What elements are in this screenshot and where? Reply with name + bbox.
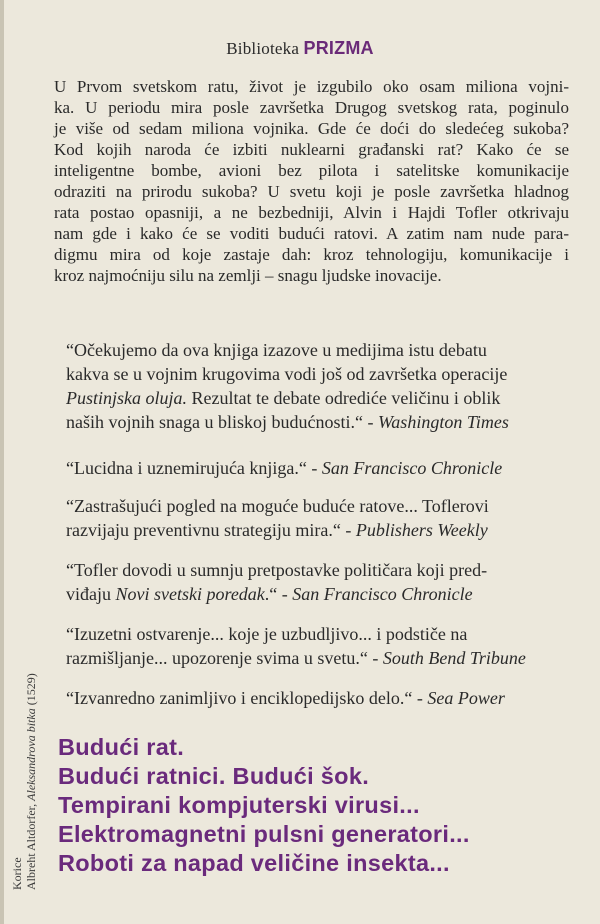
- quote-source: South Bend Tribune: [382, 648, 526, 668]
- description-line: nam gde i kako će se voditi budući ratovi. A zatim nam nude para-: [54, 224, 569, 243]
- quote-italic: Pustinjska oluja.: [66, 388, 187, 408]
- review-quote-sea-power: [66, 686, 578, 710]
- quote-italic: Novi svetski poredak: [115, 584, 265, 604]
- review-quote-sf-chronicle-2: [66, 558, 578, 606]
- description-line: rata postao opasniji, a ne bezbedniji, Alvin i Hajdi Tofler otkrivaju: [54, 203, 569, 222]
- quote-text: viđaju: [66, 584, 116, 604]
- description-line: inteligentne bombe, avioni bez pilota i satelitske komunikacije: [54, 161, 569, 180]
- review-quote-south-bend-tribune: [66, 622, 578, 670]
- quote-text: [66, 518, 578, 542]
- quote-text: “Izuzetni ostvarenje... koje je uzbudljivo... i podstiče na: [66, 624, 468, 644]
- description-line: ka. U periodu mira posle završetka Drugog svetskog rata, poginulo: [54, 98, 569, 117]
- quote-text: naših vojnih snaga u bliskoj budućnosti.“ -: [66, 412, 378, 432]
- tagline-line: Roboti za napad veličine insekta...: [58, 850, 450, 876]
- quote-text: razvijaju preventivnu strategiju mira.“ -: [66, 520, 356, 540]
- tagline-line: Budući rat.: [58, 734, 185, 760]
- tagline-line: Budući ratnici. Budući šok.: [58, 763, 370, 789]
- quote-text: [66, 456, 578, 480]
- quote-source: Sea Power: [427, 688, 505, 708]
- credit-artist: Albreht Altdorfer,: [24, 800, 38, 890]
- quote-text: “Tofler dovodi u sumnju pretpostavke političara koji pred-: [66, 560, 488, 580]
- quote-source: San Francisco Chronicle: [292, 584, 473, 604]
- quote-source: San Francisco Chronicle: [321, 458, 503, 478]
- quote-text: Rezultat te debate odrediće veličinu i oblik: [187, 388, 501, 408]
- quote-text: “Zastrašujući pogled na moguće buduće ratove... Toflerovi: [66, 496, 489, 516]
- review-quote-publishers-weekly: [66, 494, 578, 542]
- description-line: Kod kojih naroda će izbiti nuklearni građanski rat? Kako će se: [54, 140, 569, 159]
- quote-text: .“ -: [264, 584, 293, 604]
- description-line: odraziti na prirodu sukoba? U svetu koji je posle završetka hladnog: [54, 182, 569, 201]
- tagline-line: Elektromagnetni pulsni generatori...: [58, 821, 470, 847]
- review-quote-sf-chronicle: [66, 456, 578, 480]
- quote-source: Washington Times: [377, 412, 509, 432]
- quote-text: razmišljanje... upozorenje svima u svetu.“ -: [66, 648, 383, 668]
- quote-text: [66, 686, 578, 710]
- page-edge: [0, 0, 4, 924]
- description-line: digmu mira od koje zastaje dah: kroz tehnologiju, komunikacije i: [54, 245, 569, 264]
- cover-credit: [10, 673, 38, 890]
- series-name: PRIZMA: [303, 38, 374, 58]
- quote-source: Publishers Weekly: [355, 520, 488, 540]
- description-line: U Prvom svetskom ratu, život je izgubilo oko osam miliona vojni-: [54, 77, 569, 96]
- quote-text: [66, 386, 578, 410]
- description-line: je više od sedam miliona vojnika. Gde će doći do sledećeg sukoba?: [54, 119, 569, 138]
- credit-year: (1529): [24, 673, 38, 709]
- quote-text: [66, 646, 578, 670]
- series-header: [0, 38, 600, 59]
- credit-text: [24, 673, 38, 890]
- quote-text: [66, 410, 578, 434]
- book-description: [54, 76, 569, 286]
- description-line: kroz najmoćniju silu na zemlji – snagu ljudske inovacije.: [54, 266, 442, 285]
- tagline-line: Tempirani kompjuterski virusi...: [58, 792, 420, 818]
- quote-text: “Lucidna i uznemirujuća knjiga.“ -: [66, 458, 322, 478]
- credit-work: Aleksandrova bitka: [24, 708, 38, 801]
- quote-text: “Izvanredno zanimljivo i enciklopedijsko delo.“ -: [66, 688, 428, 708]
- review-quote-washington-times: [66, 338, 578, 434]
- quote-text: [66, 582, 578, 606]
- quote-text: “Očekujemo da ova knjiga izazove u medijima istu debatu: [66, 340, 487, 360]
- credit-label: Korice: [10, 857, 24, 890]
- series-prefix: Biblioteka: [226, 39, 300, 58]
- tagline: [58, 733, 588, 878]
- quote-text: kakva se u vojnim krugovima vodi još od završetka operacije: [66, 364, 508, 384]
